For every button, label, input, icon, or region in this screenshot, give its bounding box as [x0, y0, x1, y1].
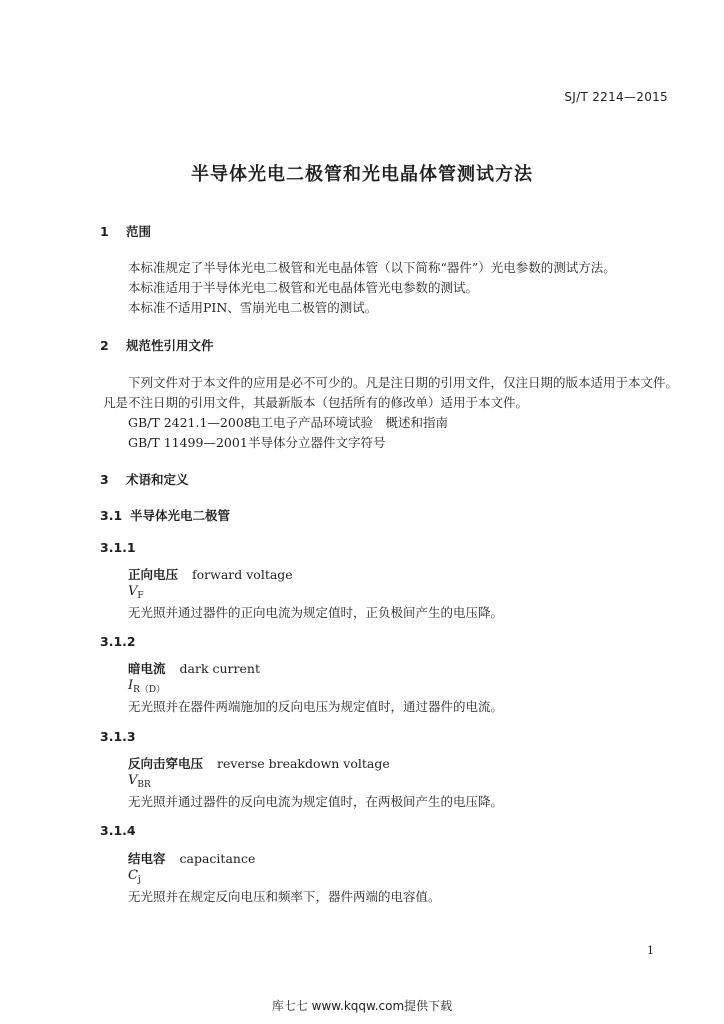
term-definition: 无光照并在规定反向电压和频率下，器件两端的电容值。 — [128, 889, 441, 904]
clause-number: 3.1.1 — [100, 540, 136, 555]
term-symbol: $V_F$ — [128, 584, 144, 601]
section-1-paragraph: 本标准规定了半导体光电二极管和光电晶体管（以下简称“器件”）光电参数的测试方法。 — [128, 260, 616, 275]
term-definition: 无光照并通过器件的正向电流为规定值时，正负极间产生的电压降。 — [128, 605, 504, 620]
clause-number: 3.1.3 — [100, 729, 136, 744]
term-symbol: $V_{BR}$ — [128, 773, 151, 790]
term-name: 暗电流 dark current — [128, 661, 260, 676]
page-number: 1 — [647, 944, 654, 957]
footer-text: 库七七 www.kqqw.com提供下载 — [271, 999, 453, 1013]
term-name: 正向电压 forward voltage — [128, 567, 293, 582]
term-symbol: $C_j$ — [128, 868, 141, 885]
clause-number: 3.1.2 — [100, 634, 136, 649]
clause-number: 3.1.4 — [100, 823, 136, 838]
section-2-heading: 2 规范性引用文件 — [100, 338, 214, 353]
term-definition: 无光照并在器件两端施加的反向电压为规定值时，通过器件的电流。 — [128, 699, 504, 714]
section-1-heading: 1 范围 — [100, 224, 152, 239]
term-symbol: $I_{R(D)}$ — [128, 678, 166, 695]
standard-number: SJ/T 2214—2015 — [564, 90, 668, 104]
term-name: 反向击穿电压 reverse breakdown voltage — [128, 756, 390, 771]
section-2-intro: 下列文件对于本文件的应用是必不可少的。凡是注日期的引用文件，仅注日期的版本适用于本文件。 — [128, 375, 679, 390]
document-title: 半导体光电二极管和光电晶体管测试方法 — [191, 164, 533, 185]
section-1-paragraph: 本标准不适用PIN、雪崩光电二极管的测试。 — [128, 300, 378, 315]
section-2-intro: 凡是不注日期的引用文件，其最新版本（包括所有的修改单）适用于本文件。 — [103, 395, 529, 410]
section-3-heading: 3 术语和定义 — [100, 472, 189, 487]
section-3-1-heading: 3.1 半导体光电二极管 — [100, 508, 231, 523]
reference-item: GB/T 11499—2001半导体分立器件文字符号 — [128, 435, 386, 450]
term-name: 结电容 capacitance — [128, 851, 256, 866]
term-definition: 无光照并通过器件的反向电流为规定值时，在两极间产生的电压降。 — [128, 794, 504, 809]
reference-item: GB/T 2421.1—2008电工电子产品环境试验 概述和指南 — [128, 415, 449, 430]
section-1-paragraph: 本标准适用于半导体光电二极管和光电晶体管光电参数的测试。 — [128, 280, 479, 295]
